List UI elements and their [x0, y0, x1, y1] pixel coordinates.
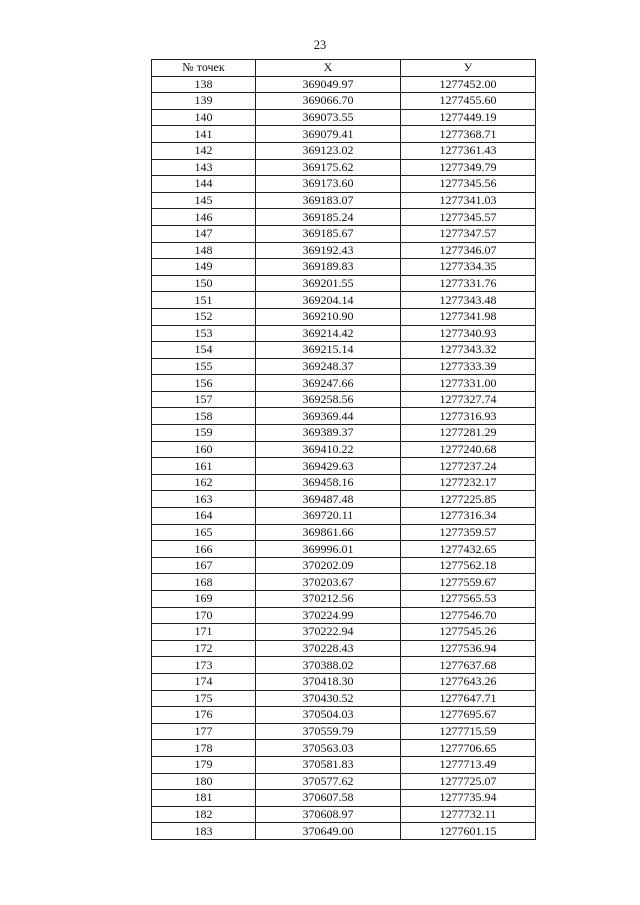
x-coordinate-cell: 369123.02 [256, 142, 401, 159]
table-row [152, 342, 536, 359]
point-number-cell: 171 [152, 624, 256, 641]
coordinates-table [151, 59, 536, 840]
y-coordinate-cell: 1277343.48 [401, 292, 536, 309]
point-number-cell: 151 [152, 292, 256, 309]
y-coordinate-cell: 1277349.79 [401, 159, 536, 176]
x-coordinate-cell: 370563.03 [256, 740, 401, 757]
x-coordinate-cell: 370418.30 [256, 673, 401, 690]
table-row [152, 176, 536, 193]
table-row [152, 773, 536, 790]
table-row [152, 441, 536, 458]
table-row [152, 607, 536, 624]
point-number-cell: 168 [152, 574, 256, 591]
page-number: 23 [313, 38, 327, 52]
table-body [152, 76, 536, 839]
point-number-cell: 174 [152, 673, 256, 690]
table-row [152, 209, 536, 226]
point-number-cell: 177 [152, 723, 256, 740]
point-number-cell: 163 [152, 491, 256, 508]
point-number-cell: 170 [152, 607, 256, 624]
y-coordinate-cell: 1277545.26 [401, 624, 536, 641]
x-coordinate-cell: 370224.99 [256, 607, 401, 624]
x-coordinate-cell: 369073.55 [256, 109, 401, 126]
point-number-cell: 155 [152, 358, 256, 375]
x-coordinate-cell: 369389.37 [256, 425, 401, 442]
x-coordinate-cell: 370228.43 [256, 640, 401, 657]
point-number-cell: 152 [152, 308, 256, 325]
table-row [152, 690, 536, 707]
y-coordinate-cell: 1277327.74 [401, 391, 536, 408]
x-coordinate-cell: 369487.48 [256, 491, 401, 508]
y-coordinate-cell: 1277559.67 [401, 574, 536, 591]
point-number-cell: 141 [152, 126, 256, 143]
table-row [152, 275, 536, 292]
header-x: X [256, 60, 401, 77]
point-number-cell: 140 [152, 109, 256, 126]
table-row [152, 474, 536, 491]
point-number-cell: 182 [152, 806, 256, 823]
x-coordinate-cell: 369720.11 [256, 508, 401, 525]
point-number-cell: 138 [152, 76, 256, 93]
y-coordinate-cell: 1277432.65 [401, 541, 536, 558]
y-coordinate-cell: 1277334.35 [401, 259, 536, 276]
table-row [152, 76, 536, 93]
table-row [152, 375, 536, 392]
table-row [152, 408, 536, 425]
point-number-cell: 180 [152, 773, 256, 790]
x-coordinate-cell: 369189.83 [256, 259, 401, 276]
y-coordinate-cell: 1277343.32 [401, 342, 536, 359]
x-coordinate-cell: 369248.37 [256, 358, 401, 375]
point-number-cell: 147 [152, 225, 256, 242]
point-number-cell: 167 [152, 557, 256, 574]
table-row [152, 142, 536, 159]
x-coordinate-cell: 369996.01 [256, 541, 401, 558]
x-coordinate-cell: 370212.56 [256, 591, 401, 608]
point-number-cell: 178 [152, 740, 256, 757]
point-number-cell: 181 [152, 790, 256, 807]
x-coordinate-cell: 370430.52 [256, 690, 401, 707]
y-coordinate-cell: 1277345.57 [401, 209, 536, 226]
table-row [152, 723, 536, 740]
table-row [152, 790, 536, 807]
point-number-cell: 146 [152, 209, 256, 226]
table-row [152, 292, 536, 309]
point-number-cell: 143 [152, 159, 256, 176]
y-coordinate-cell: 1277347.57 [401, 225, 536, 242]
table-row [152, 557, 536, 574]
point-number-cell: 149 [152, 259, 256, 276]
y-coordinate-cell: 1277225.85 [401, 491, 536, 508]
x-coordinate-cell: 370608.97 [256, 806, 401, 823]
y-coordinate-cell: 1277232.17 [401, 474, 536, 491]
x-coordinate-cell: 369204.14 [256, 292, 401, 309]
table-row [152, 591, 536, 608]
point-number-cell: 179 [152, 756, 256, 773]
point-number-cell: 156 [152, 375, 256, 392]
point-number-cell: 159 [152, 425, 256, 442]
table-row [152, 159, 536, 176]
point-number-cell: 166 [152, 541, 256, 558]
x-coordinate-cell: 369173.60 [256, 176, 401, 193]
x-coordinate-cell: 369429.63 [256, 458, 401, 475]
point-number-cell: 172 [152, 640, 256, 657]
y-coordinate-cell: 1277562.18 [401, 557, 536, 574]
point-number-cell: 173 [152, 657, 256, 674]
table-row [152, 707, 536, 724]
y-coordinate-cell: 1277331.00 [401, 375, 536, 392]
x-coordinate-cell: 369215.14 [256, 342, 401, 359]
x-coordinate-cell: 370388.02 [256, 657, 401, 674]
table-row [152, 391, 536, 408]
x-coordinate-cell: 370559.79 [256, 723, 401, 740]
x-coordinate-cell: 369258.56 [256, 391, 401, 408]
table-row [152, 756, 536, 773]
x-coordinate-cell: 369201.55 [256, 275, 401, 292]
table-row [152, 325, 536, 342]
table-row [152, 425, 536, 442]
x-coordinate-cell: 369049.97 [256, 76, 401, 93]
point-number-cell: 175 [152, 690, 256, 707]
table-row [152, 358, 536, 375]
point-number-cell: 161 [152, 458, 256, 475]
y-coordinate-cell: 1277345.56 [401, 176, 536, 193]
y-coordinate-cell: 1277316.34 [401, 508, 536, 525]
x-coordinate-cell: 369183.07 [256, 192, 401, 209]
x-coordinate-cell: 370222.94 [256, 624, 401, 641]
point-number-cell: 154 [152, 342, 256, 359]
x-coordinate-cell: 369369.44 [256, 408, 401, 425]
y-coordinate-cell: 1277346.07 [401, 242, 536, 259]
y-coordinate-cell: 1277316.93 [401, 408, 536, 425]
y-coordinate-cell: 1277706.65 [401, 740, 536, 757]
table-row [152, 308, 536, 325]
table-row [152, 491, 536, 508]
point-number-cell: 144 [152, 176, 256, 193]
y-coordinate-cell: 1277565.53 [401, 591, 536, 608]
x-coordinate-cell: 369247.66 [256, 375, 401, 392]
x-coordinate-cell: 369458.16 [256, 474, 401, 491]
table-row [152, 740, 536, 757]
y-coordinate-cell: 1277725.07 [401, 773, 536, 790]
point-number-cell: 148 [152, 242, 256, 259]
table-row [152, 259, 536, 276]
table-row [152, 508, 536, 525]
point-number-cell: 165 [152, 524, 256, 541]
table-row [152, 192, 536, 209]
x-coordinate-cell: 369185.67 [256, 225, 401, 242]
x-coordinate-cell: 369066.70 [256, 93, 401, 110]
x-coordinate-cell: 370504.03 [256, 707, 401, 724]
y-coordinate-cell: 1277452.00 [401, 76, 536, 93]
table-row [152, 93, 536, 110]
y-coordinate-cell: 1277601.15 [401, 823, 536, 840]
x-coordinate-cell: 369175.62 [256, 159, 401, 176]
table-row [152, 574, 536, 591]
x-coordinate-cell: 370202.09 [256, 557, 401, 574]
table-row [152, 624, 536, 641]
y-coordinate-cell: 1277368.71 [401, 126, 536, 143]
x-coordinate-cell: 370203.67 [256, 574, 401, 591]
y-coordinate-cell: 1277647.71 [401, 690, 536, 707]
x-coordinate-cell: 369214.42 [256, 325, 401, 342]
point-number-cell: 142 [152, 142, 256, 159]
table-row [152, 673, 536, 690]
x-coordinate-cell: 369210.90 [256, 308, 401, 325]
table-row [152, 225, 536, 242]
x-coordinate-cell: 369192.43 [256, 242, 401, 259]
y-coordinate-cell: 1277449.19 [401, 109, 536, 126]
y-coordinate-cell: 1277237.24 [401, 458, 536, 475]
y-coordinate-cell: 1277359.57 [401, 524, 536, 541]
point-number-cell: 158 [152, 408, 256, 425]
table-row [152, 242, 536, 259]
x-coordinate-cell: 369410.22 [256, 441, 401, 458]
x-coordinate-cell: 369079.41 [256, 126, 401, 143]
header-point-number: № точек [152, 60, 256, 77]
x-coordinate-cell: 369861.66 [256, 524, 401, 541]
y-coordinate-cell: 1277732.11 [401, 806, 536, 823]
point-number-cell: 157 [152, 391, 256, 408]
point-number-cell: 164 [152, 508, 256, 525]
header-y: У [401, 60, 536, 77]
y-coordinate-cell: 1277695.67 [401, 707, 536, 724]
table-row [152, 640, 536, 657]
table-row [152, 823, 536, 840]
x-coordinate-cell: 370649.00 [256, 823, 401, 840]
table-row [152, 109, 536, 126]
y-coordinate-cell: 1277333.39 [401, 358, 536, 375]
y-coordinate-cell: 1277341.98 [401, 308, 536, 325]
y-coordinate-cell: 1277643.26 [401, 673, 536, 690]
y-coordinate-cell: 1277546.70 [401, 607, 536, 624]
y-coordinate-cell: 1277713.49 [401, 756, 536, 773]
point-number-cell: 169 [152, 591, 256, 608]
y-coordinate-cell: 1277281.29 [401, 425, 536, 442]
point-number-cell: 145 [152, 192, 256, 209]
table-row [152, 541, 536, 558]
y-coordinate-cell: 1277637.68 [401, 657, 536, 674]
x-coordinate-cell: 369185.24 [256, 209, 401, 226]
y-coordinate-cell: 1277341.03 [401, 192, 536, 209]
point-number-cell: 153 [152, 325, 256, 342]
y-coordinate-cell: 1277536.94 [401, 640, 536, 657]
point-number-cell: 139 [152, 93, 256, 110]
y-coordinate-cell: 1277735.94 [401, 790, 536, 807]
y-coordinate-cell: 1277455.60 [401, 93, 536, 110]
table-row [152, 806, 536, 823]
point-number-cell: 162 [152, 474, 256, 491]
x-coordinate-cell: 370607.58 [256, 790, 401, 807]
point-number-cell: 160 [152, 441, 256, 458]
point-number-cell: 150 [152, 275, 256, 292]
point-number-cell: 176 [152, 707, 256, 724]
x-coordinate-cell: 370577.62 [256, 773, 401, 790]
y-coordinate-cell: 1277340.93 [401, 325, 536, 342]
y-coordinate-cell: 1277361.43 [401, 142, 536, 159]
table-header-row [152, 60, 536, 77]
table-row [152, 524, 536, 541]
table-row [152, 458, 536, 475]
x-coordinate-cell: 370581.83 [256, 756, 401, 773]
y-coordinate-cell: 1277240.68 [401, 441, 536, 458]
table-row [152, 657, 536, 674]
y-coordinate-cell: 1277331.76 [401, 275, 536, 292]
table-row [152, 126, 536, 143]
y-coordinate-cell: 1277715.59 [401, 723, 536, 740]
point-number-cell: 183 [152, 823, 256, 840]
